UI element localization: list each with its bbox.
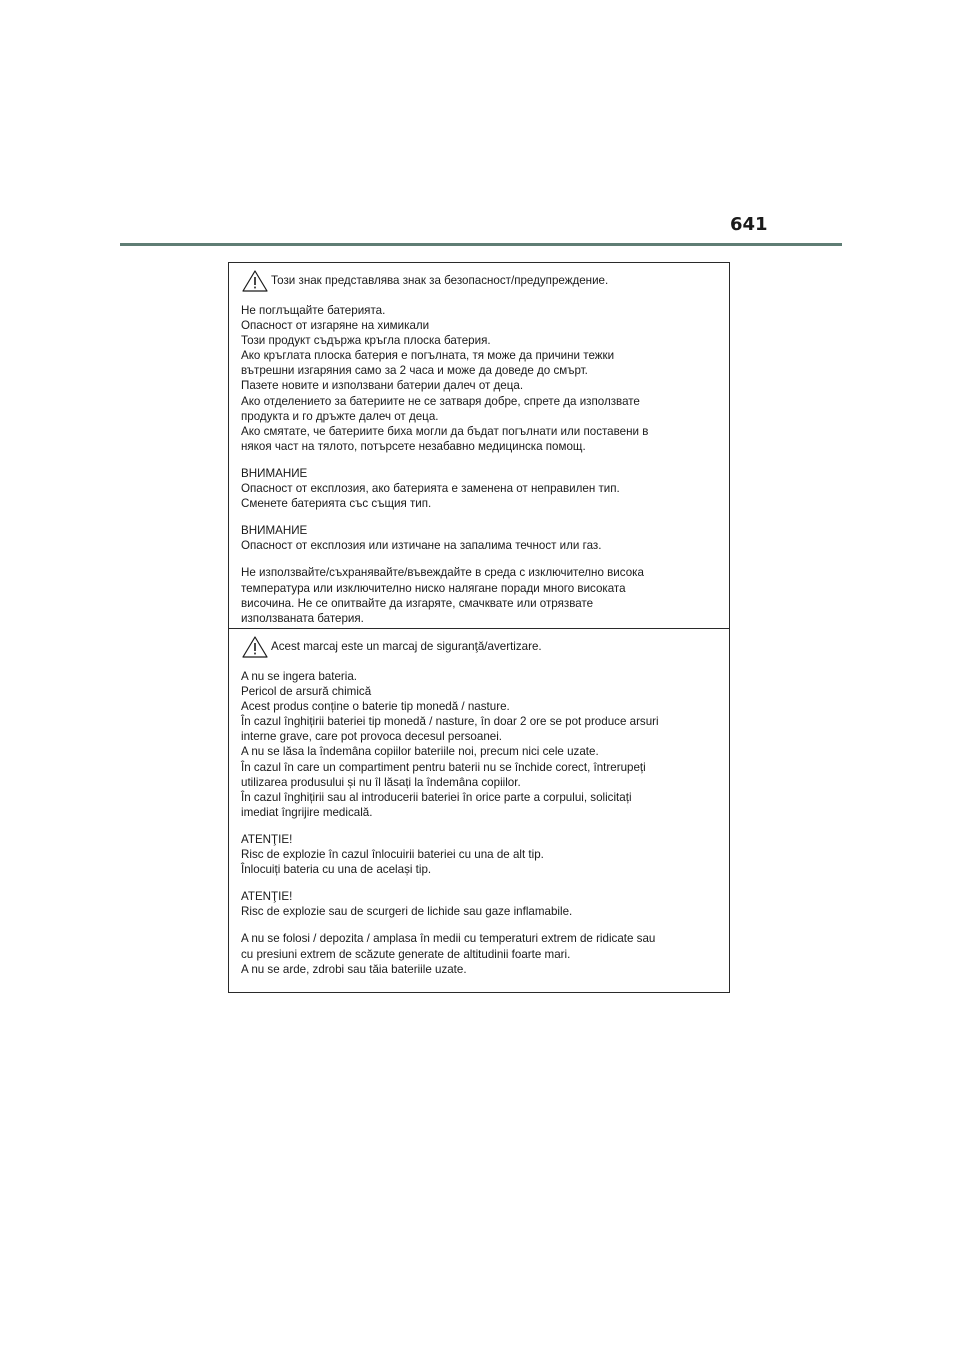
text-line: Ако смятате, че батериите биха могли да бъдат погълнати или поставени в [241, 424, 649, 438]
text-line: Pericol de arsură chimică [241, 685, 372, 699]
bg-block-1 [241, 303, 717, 454]
text-line: Този продукт съдържа кръгла плоска батерия. [241, 334, 491, 348]
text-line: височина. Не се опитвайте да изгаряте, смачквате или отрязвате [241, 596, 594, 610]
bulgarian-section [229, 263, 729, 628]
text-line: imediat îngrijire medicală. [241, 805, 373, 819]
text-line: cu presiuni extrem de scăzute generate de altitudinii foarte mari. [241, 947, 571, 961]
text-line: A nu se ingera bateria. [241, 670, 358, 683]
text-line: Сменете батерията със същия тип. [241, 497, 432, 511]
text-line: продукта и го дръжте далеч от деца. [241, 409, 439, 423]
text-line: A nu se lăsa la îndemâna copiilor bateriile noi, precum nici cele uzate. [241, 745, 599, 759]
ro-block-1 [241, 669, 717, 820]
text-line: În cazul în care un compartiment pentru baterii nu se închide corect, întrerupeți [241, 760, 646, 774]
text-line: използваната батерия. [241, 611, 364, 625]
text-line: Не поглъщайте батерията. [241, 304, 386, 317]
text-line: Ако отделението за батериите не се затваря добре, спрете да използвате [241, 394, 640, 408]
page-number: 641 [730, 214, 768, 235]
text-line: Înlocuiți bateria cu una de același tip. [241, 863, 432, 877]
warning-triangle-icon [241, 635, 269, 659]
ro-block-4 [241, 931, 717, 976]
text-line: някоя част на тялото, потърсете незабавно медицинска помощ. [241, 439, 586, 453]
bg-block-2 [241, 466, 717, 511]
ro-block-3 [241, 889, 717, 919]
text-line: ВНИМАНИЕ [241, 466, 308, 480]
text-line: În cazul înghițirii sau al introducerii bateriei în orice parte a corpului, solicitați [241, 790, 632, 804]
bg-block-4 [241, 565, 717, 625]
ro-block-2 [241, 832, 717, 877]
ro-heading-text: Acest marcaj este un marcaj de siguranţă/avertizare. [271, 640, 542, 653]
text-line: Пазете новите и използвани батерии далеч от деца. [241, 379, 524, 393]
romanian-section [229, 629, 729, 992]
bg-block-3 [241, 523, 717, 553]
ro-heading-row [241, 635, 717, 661]
text-line: ВНИМАНИЕ [241, 524, 308, 538]
text-line: Опасност от изгаряне на химикали [241, 319, 430, 333]
text-line: Risc de explozie sau de scurgeri de lichide sau gaze inflamabile. [241, 905, 573, 919]
text-line: utilizarea produsului și nu îl lăsați la îndemâna copiilor. [241, 775, 521, 789]
text-line: Не използвайте/съхранявайте/въвеждайте в среда с изключително висока [241, 566, 644, 580]
text-line: A nu se arde, zdrobi sau tăia bateriile uzate. [241, 962, 467, 976]
text-line: температура или изключително ниско налягане поради много високата [241, 581, 626, 595]
text-line: interne grave, care pot provoca decesul persoanei. [241, 730, 503, 744]
warning-triangle-icon [241, 269, 269, 293]
text-line: Risc de explozie în cazul înlocuirii bateriei cu una de alt tip. [241, 848, 544, 862]
text-line: Опасност от експлозия, ако батерията е заменена от неправилен тип. [241, 482, 620, 496]
text-line: Ако кръглата плоска батерия е погълната, тя може да причини тежки [241, 349, 615, 363]
bg-heading-text: Този знак представлява знак за безопасност/предупреждение. [271, 274, 609, 287]
text-line: Acest produs conține o baterie tip monedă / nasture. [241, 700, 510, 714]
text-line: ATENŢIE! [241, 890, 293, 904]
text-line: ATENŢIE! [241, 832, 293, 846]
bg-heading-row [241, 269, 717, 295]
text-line: A nu se folosi / depozita / amplasa în medii cu temperaturi extrem de ridicate sau [241, 932, 656, 946]
header-rule [120, 243, 842, 246]
text-line: вътрешни изгаряния само за 2 часа и може да доведе до смърт. [241, 364, 588, 378]
safety-notice-box [228, 262, 730, 993]
text-line: Опасност от експлозия или изтичане на запалима течност или газ. [241, 539, 602, 553]
text-line: În cazul înghițirii bateriei tip monedă / nasture, în doar 2 ore se pot produce arsuri [241, 715, 659, 729]
